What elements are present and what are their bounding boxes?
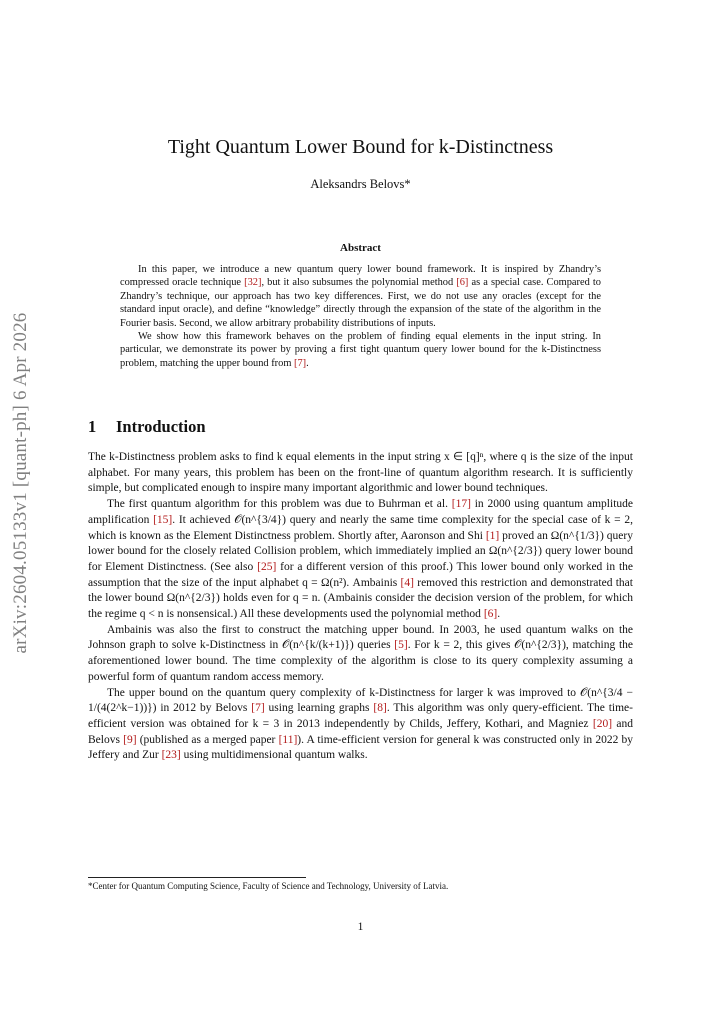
citation-link[interactable]: [32] [244,277,262,289]
arxiv-identifier: arXiv:2604.05133v1 [quant-ph] 6 Apr 2026 [10,312,31,654]
citation-link[interactable]: [1] [485,529,500,542]
paper-author: Aleksandrs Belovs* [310,177,411,191]
body-paragraph: Ambainis was also the first to construct the matching upper bound. In 2003, he used quantum walks on the Johnson graph to solve k-Distinctness in 𝒪(n^{k/(k+1)}) queries [5]. For k = 2, this gives 𝒪(n^{2/3}), matching the aforementioned lower bound. The time complexity of the algorithm is close to its query complexity assuming a powerful form of quantum random access memory. [88,623,633,683]
citation-link[interactable]: [11] [278,733,298,746]
paper-title: Tight Quantum Lower Bound for k-Distinctness [167,136,554,158]
citation-link[interactable]: [20] [592,717,613,730]
footnote: *Center for Quantum Computing Science, Faculty of Science and Technology, University of Latvia. [88,881,449,891]
abstract-heading: Abstract [340,242,381,254]
citation-link[interactable]: [9] [123,733,137,746]
footnote-rule [88,877,306,878]
section-title: Introduction [116,417,206,436]
citation-link[interactable]: [8] [373,702,387,715]
citation-link[interactable]: [25] [257,560,277,573]
citation-link[interactable]: [17] [451,498,471,511]
body-text [88,450,633,764]
abstract-block [120,263,601,370]
body-paragraph: The first quantum algorithm for this problem was due to Buhrman et al. [17] in 2000 using quantum amplitude amplification [15]. It achieved 𝒪(n^{3/4}) query and nearly the same time complexity for the special case of k = 2, which is known as the Element Distinctness problem. Shortly after, Aaronson and Shi [1] proved an Ω(n^{1/3}) query lower bound for the closely related Collision problem, which immediately implied an Ω(n^{2/3}) query lower bound for Element Distinctness. (See also [25] for a different version of this proof.) This lower bound only worked in the assumption that the size of the input alphabet q = Ω(n²). Ambainis [4] removed this restriction and demonstrated that the lower bound Ω(n^{2/3}) holds even for q = n. (Ambainis consider the decision version of the problem, for which the regime q < n is nonsensical.) All these developments used the polynomial method [6]. [88,498,634,621]
abstract-paragraph: In this paper, we introduce a new quantum query lower bound framework. It is inspired by Zhandry’s compressed oracle technique [32], but it also subsumes the polynomial method [6] as a special case. Compared to Zhandry’s technique, our approach has two key differences. First, we do not use any oracles (except for the standard input oracle), and define “knowledge” directly through the expansion of the state of the algorithm in the Fourier basis. Second, we allow arbitrary probability distributions of inputs. [120,264,601,329]
citation-link[interactable]: [15] [153,513,173,526]
body-paragraph: The k-Distinctness problem asks to find k equal elements in the input string x ∈ [q]ⁿ, where q is the size of the input alphabet. For many years, this problem has been on the front-line of quantum algorithm research. It is sufficiently simple, but complicated enough to inspire many important algorithmic and lower bound techniques. [88,451,633,495]
citation-link[interactable]: [4] [400,576,414,589]
page-number: 1 [357,921,364,933]
citation-link[interactable]: [6] [456,277,469,289]
citation-link[interactable]: [23] [161,749,181,762]
citation-link[interactable]: [5] [394,639,408,652]
citation-link[interactable]: [6] [483,608,498,621]
section-number: 1 [88,417,97,436]
body-paragraph: The upper bound on the quantum query complexity of k-Distinctness for larger k was improved to 𝒪(n^{3/4 − 1/(4(2^k−1))}) in 2012 by Belovs [7] using learning graphs [8]. This algorithm was only query-efficient. The time-efficient version was obtained for k = 3 in 2013 independently by Childs, Jeffery, Kothari, and Magniez [20] and Belovs [9] (published as a merged paper [11]). A time-efficient version for general k was constructed only in 2022 by Jeffery and Zur [23] using multidimensional quantum walks. [88,686,633,762]
citation-link[interactable]: [7] [251,702,265,715]
abstract-paragraph: We show how this framework behaves on the problem of finding equal elements in the input string. In particular, we demonstrate its power by proving a first tight quantum query lower bound for the k-Distinctness problem, matching the upper bound from [7]. [120,331,601,369]
section-heading [88,417,633,437]
citation-link[interactable]: [7] [294,357,307,369]
